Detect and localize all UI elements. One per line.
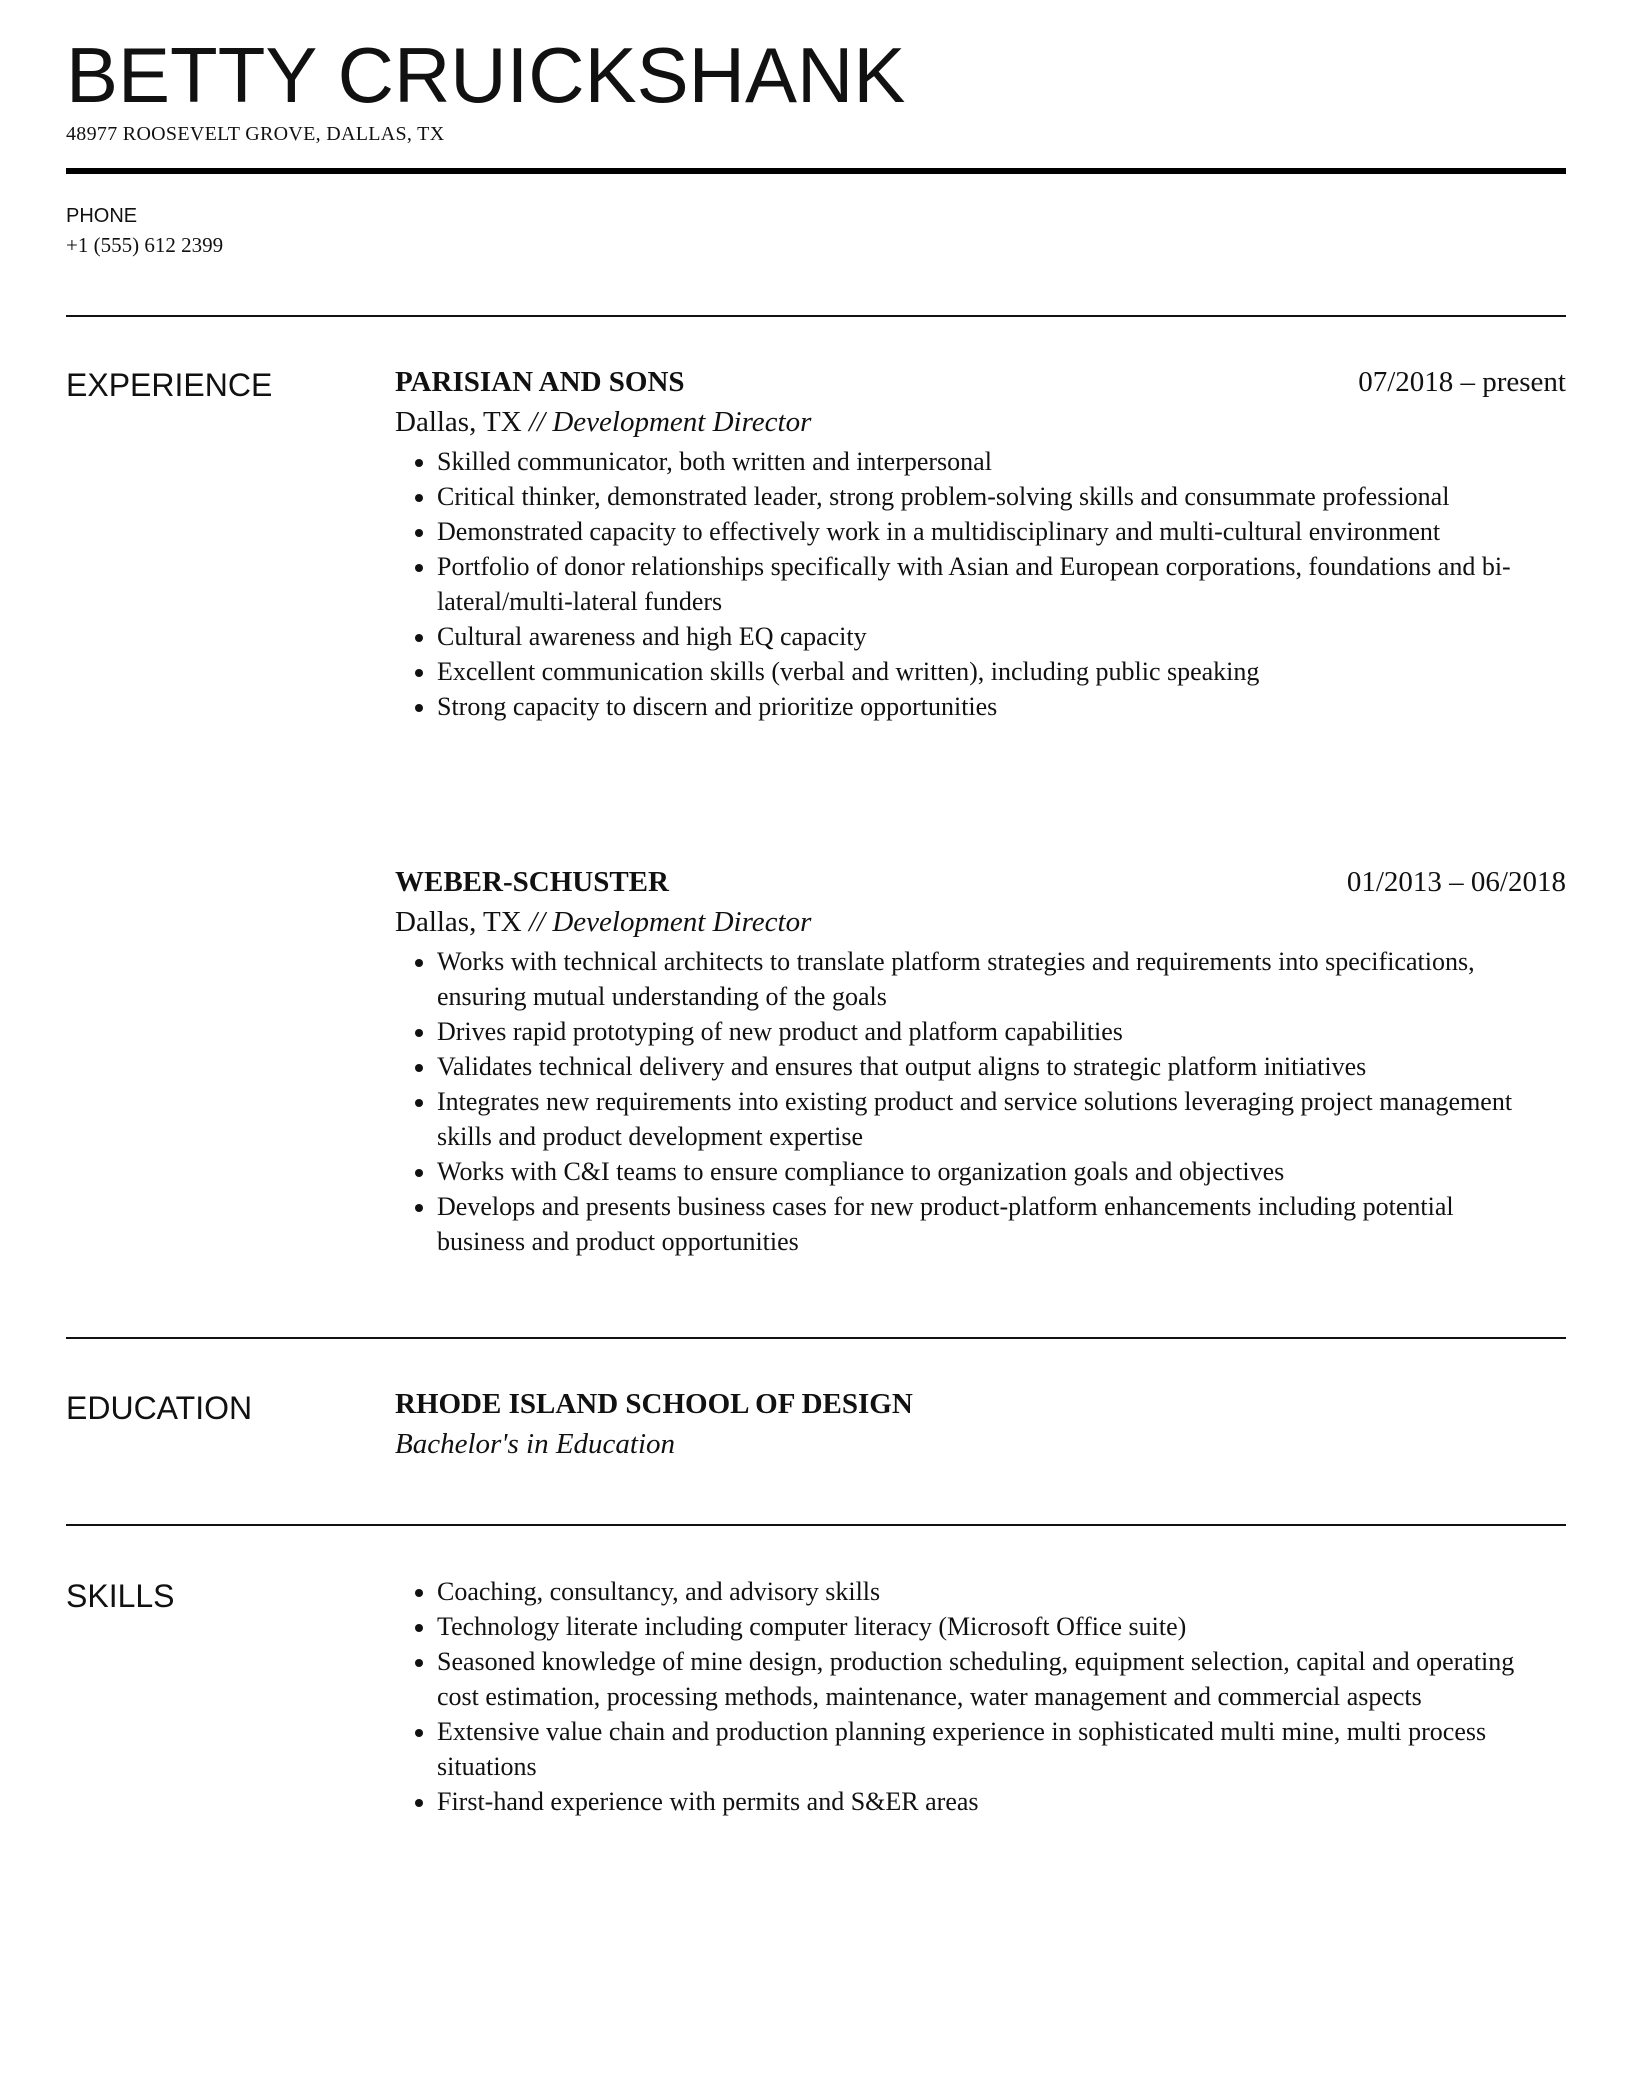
phone-label: PHONE	[66, 205, 138, 227]
list-item: Validates technical delivery and ensures that output aligns to strategic platform initiatives	[395, 1049, 1537, 1084]
job-company: PARISIAN AND SONS	[395, 366, 685, 398]
list-item: Technology literate including computer literacy (Microsoft Office suite)	[395, 1609, 1537, 1644]
education-entry	[395, 1384, 1566, 1464]
experience-section-title: EXPERIENCE	[66, 367, 273, 403]
candidate-name: BETTY CRUICKSHANK	[66, 31, 906, 119]
list-item: Skilled communicator, both written and interpersonal	[395, 444, 1537, 479]
job-dates: 01/2013 – 06/2018	[1346, 866, 1566, 898]
education-school: RHODE ISLAND SCHOOL OF DESIGN	[395, 1388, 913, 1420]
education-section-title: EDUCATION	[66, 1390, 253, 1426]
job-location: Dallas, TX	[395, 406, 522, 438]
list-item: Works with technical architects to translate platform strategies and requirements into specifications, ensuring mutual understanding of the goals	[395, 944, 1537, 1014]
education-degree: Bachelor's in Education	[395, 1428, 676, 1460]
job-separator: //	[528, 406, 546, 438]
job-header	[395, 862, 1566, 902]
phone-value: +1 (555) 612 2399	[66, 233, 224, 257]
list-item: Drives rapid prototyping of new product and platform capabilities	[395, 1014, 1537, 1049]
list-item: Excellent communication skills (verbal and written), including public speaking	[395, 654, 1537, 689]
list-item: Seasoned knowledge of mine design, production scheduling, equipment selection, capital and operating cost estimation, processing methods, maintenance, water management and commercial aspects	[395, 1644, 1537, 1714]
job-location: Dallas, TX	[395, 906, 522, 938]
list-item: Critical thinker, demonstrated leader, strong problem-solving skills and consummate professional	[395, 479, 1537, 514]
list-item: Extensive value chain and production planning experience in sophisticated multi mine, multi process situations	[395, 1714, 1537, 1784]
header-divider	[66, 168, 1566, 174]
list-item: First-hand experience with permits and S&ER areas	[395, 1784, 1537, 1819]
experience-divider	[66, 1337, 1566, 1339]
candidate-address: 48977 ROOSEVELT GROVE, DALLAS, TX	[66, 123, 445, 145]
skills-section-title: SKILLS	[66, 1578, 175, 1614]
list-item: Cultural awareness and high EQ capacity	[395, 619, 1537, 654]
list-item: Coaching, consultancy, and advisory skills	[395, 1574, 1537, 1609]
job-title: Development Director	[552, 906, 812, 938]
job-bullets	[395, 444, 1566, 724]
job-separator: //	[528, 906, 546, 938]
education-header	[395, 1384, 1566, 1424]
contact-divider	[66, 315, 1566, 317]
job-title: Development Director	[552, 406, 812, 438]
job-company: WEBER-SCHUSTER	[395, 866, 669, 898]
skills-entry	[395, 1574, 1566, 1819]
list-item: Strong capacity to discern and prioritize opportunities	[395, 689, 1537, 724]
skills-list	[395, 1574, 1566, 1819]
job-bullets	[395, 944, 1566, 1259]
job-dates: 07/2018 – present	[1358, 366, 1566, 398]
job-entry	[395, 362, 1566, 724]
job-location-title	[395, 902, 1566, 942]
list-item: Demonstrated capacity to effectively work in a multidisciplinary and multi-cultural environment	[395, 514, 1537, 549]
education-divider	[66, 1524, 1566, 1526]
list-item: Works with C&I teams to ensure compliance to organization goals and objectives	[395, 1154, 1537, 1189]
job-header	[395, 362, 1566, 402]
list-item: Integrates new requirements into existing product and service solutions leveraging project management skills and product development expertise	[395, 1084, 1537, 1154]
job-entry	[395, 862, 1566, 1259]
list-item: Portfolio of donor relationships specifically with Asian and European corporations, foundations and bi-lateral/multi-lateral funders	[395, 549, 1537, 619]
job-location-title	[395, 402, 1566, 442]
list-item: Develops and presents business cases for new product-platform enhancements including potential business and product opportunities	[395, 1189, 1537, 1259]
